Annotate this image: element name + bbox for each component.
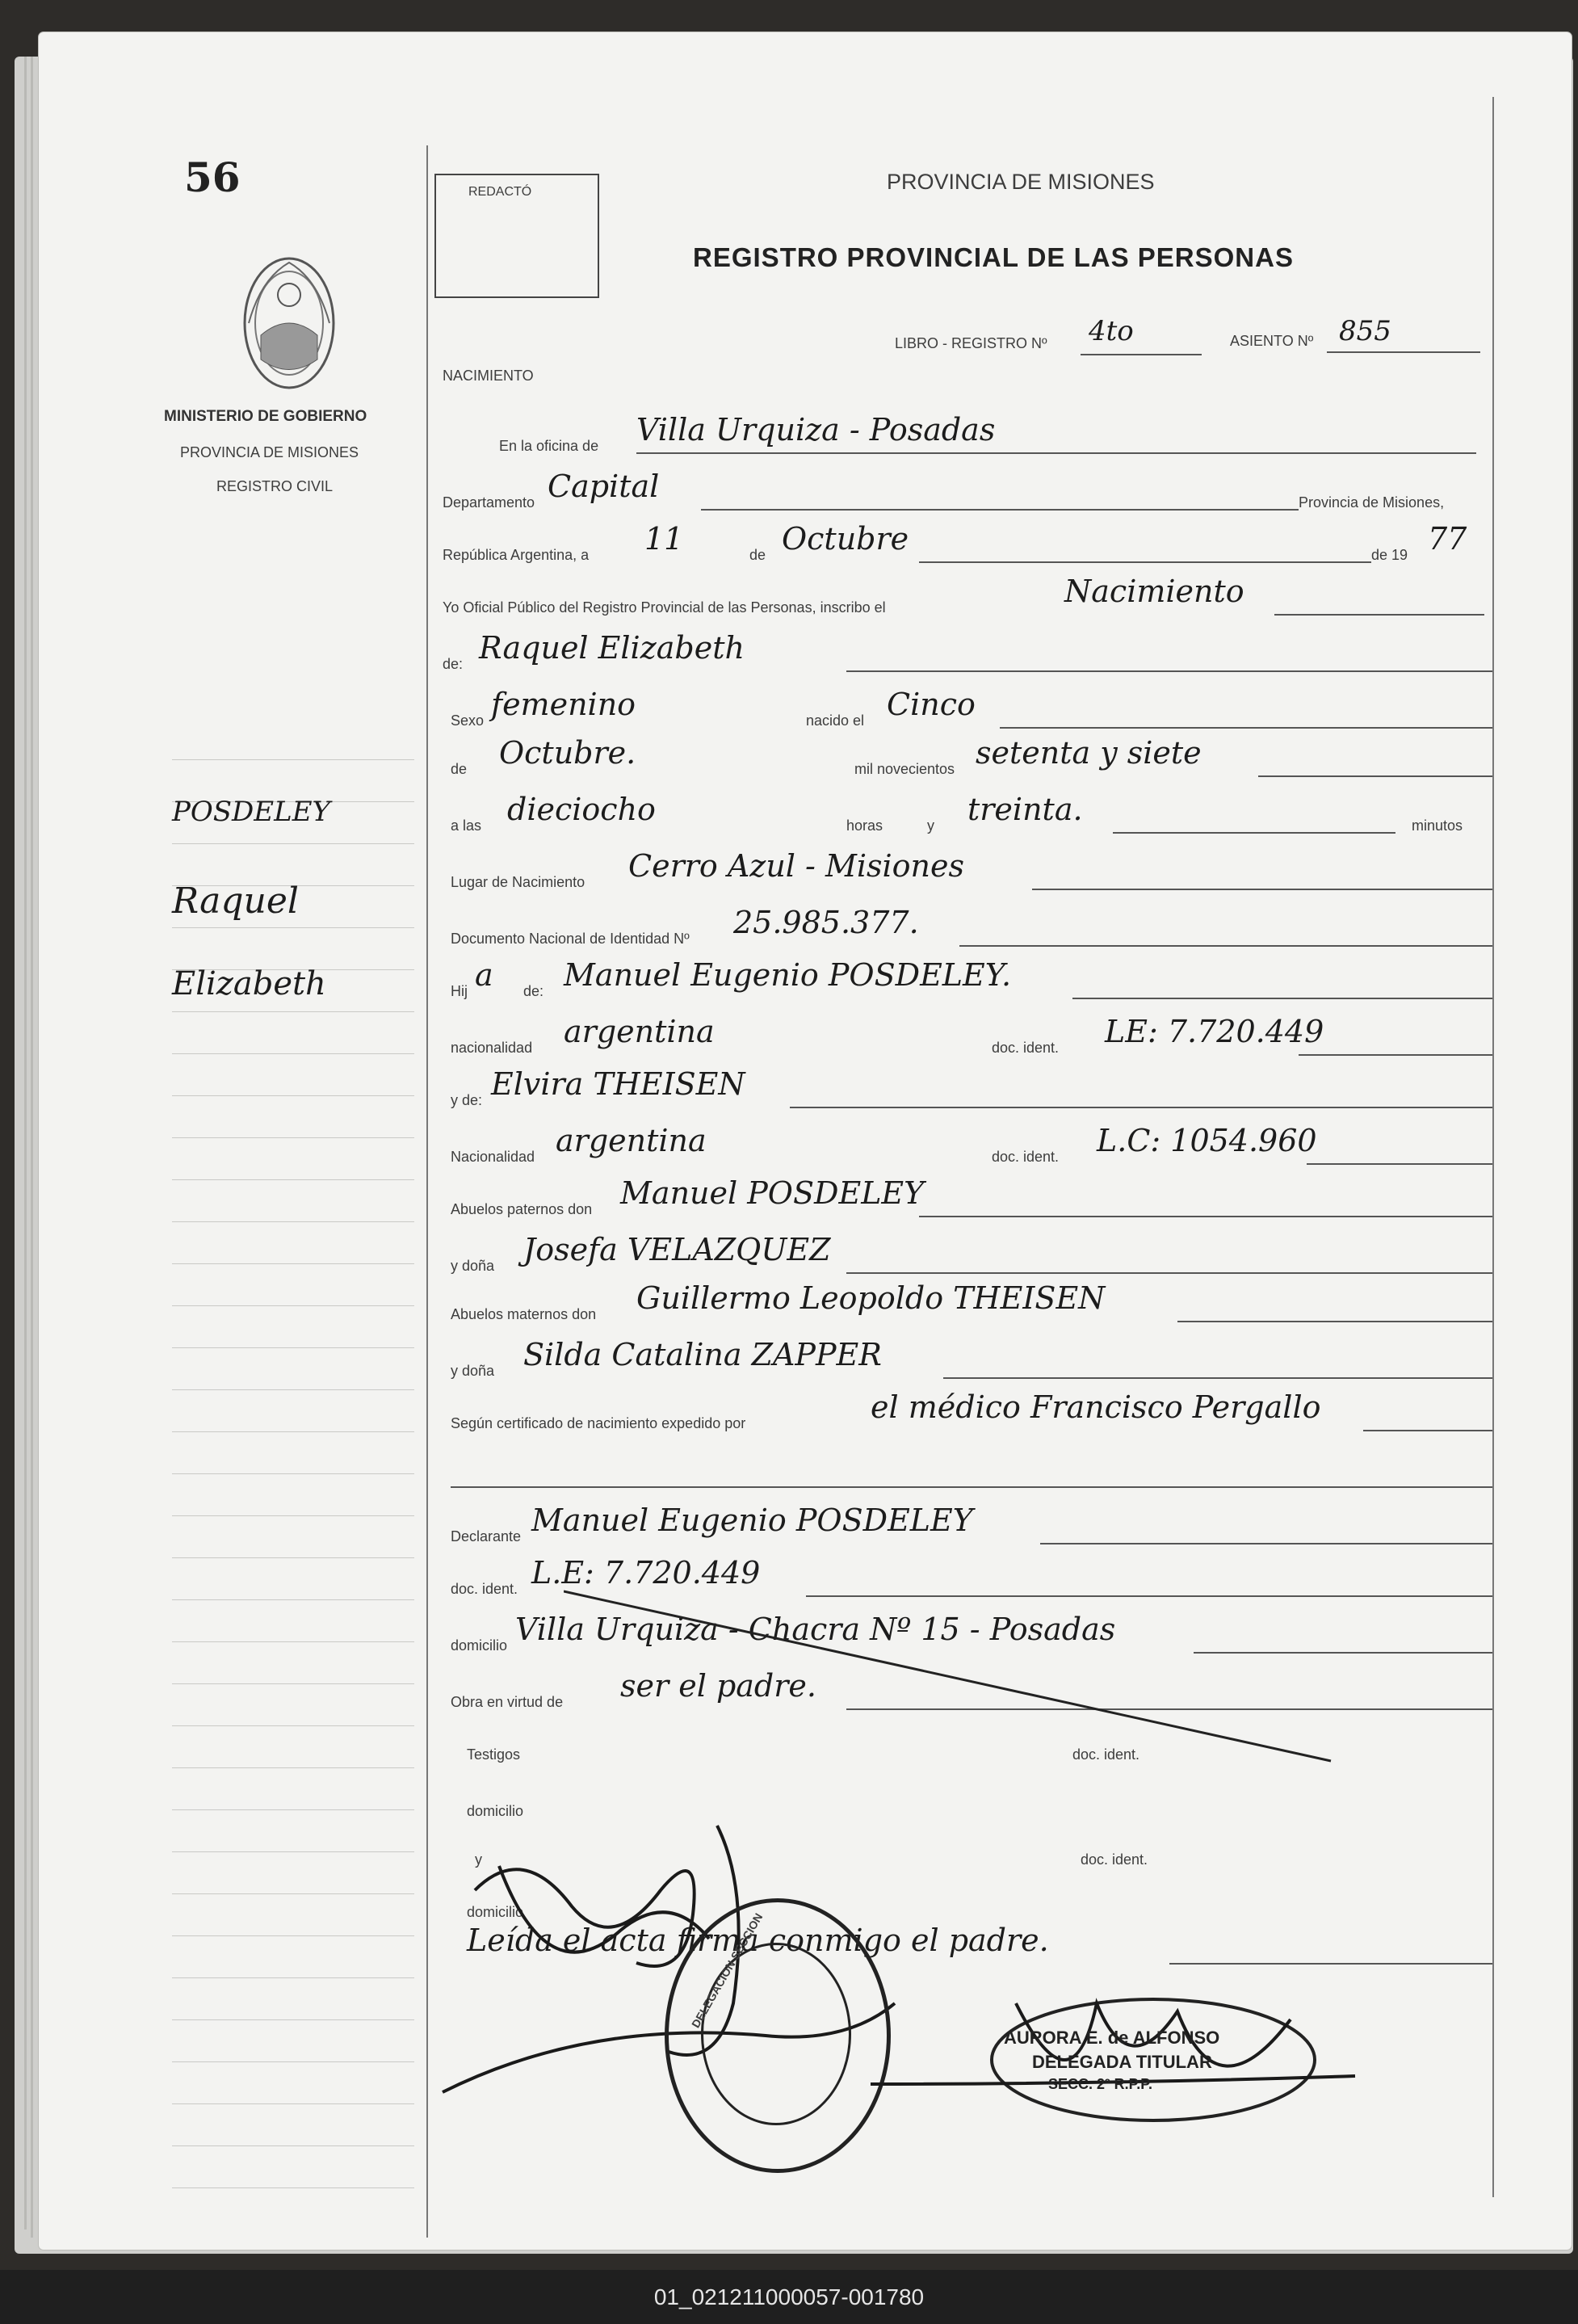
form-rule-line — [1274, 614, 1484, 616]
declarante-doc-value-field: L.E: 7.720.449 — [531, 1555, 761, 1591]
ydona1-label: y doña — [451, 1258, 495, 1274]
form-rule-line — [636, 452, 1476, 454]
yo-label: Yo Oficial Público del Registro Provincial de las Personas, inscribo el — [443, 599, 886, 616]
margin-surname: POSDELEY — [172, 796, 330, 828]
padre-nac-value-field: argentina — [564, 1014, 715, 1049]
abuelos-p-label: Abuelos paternos don — [451, 1201, 593, 1217]
mes-value-field: Octubre — [782, 521, 909, 557]
form-rule-line — [919, 561, 1371, 563]
padre-value-field: Manuel Eugenio POSDELEY. — [564, 957, 1012, 993]
horas-value-field: dieciocho — [507, 792, 656, 827]
sexo-label: Sexo — [451, 712, 485, 729]
registrar-name: AURORA E. de ALFONSO — [1004, 2028, 1220, 2048]
abuelos-m-label: Abuelos maternos don — [451, 1306, 597, 1322]
official-round-stamp — [665, 1898, 891, 2173]
form-rule-line — [1113, 832, 1395, 834]
form-rule-line — [846, 1272, 1492, 1274]
doc-ident4-label: doc. ident. — [1072, 1746, 1140, 1763]
ministry-line1: MINISTERIO DE GOBIERNO — [164, 408, 367, 425]
declarante-label: Declarante — [451, 1528, 522, 1544]
libro-value: 4to — [1089, 315, 1134, 347]
minutos-label: minutos — [1412, 817, 1463, 834]
doc-ident2-label: doc. ident. — [992, 1149, 1060, 1165]
doc-ident-label: doc. ident. — [992, 1040, 1060, 1056]
page-edge — [24, 57, 27, 2229]
stamp-inner-text: DELEGACION SECCION — [689, 1910, 766, 2030]
de1-label: de — [749, 547, 766, 563]
madre-nac-value-field: argentina — [556, 1123, 707, 1158]
coat-of-arms-icon — [237, 246, 342, 400]
redacto-box — [434, 174, 599, 298]
minutos-value-field: treinta. — [967, 792, 1083, 827]
abuela-m-value-field: Silda Catalina ZAPPER — [523, 1337, 882, 1372]
nac-label: nacionalidad — [451, 1040, 533, 1056]
libro-label: LIBRO - REGISTRO Nº — [895, 335, 1047, 351]
registrar-section: SECC. 2º R.P.P. — [1048, 2076, 1152, 2092]
padre-doc-value-field: LE: 7.720.449 — [1105, 1014, 1324, 1049]
domicilio-value-field: Villa Urquiza - Chacra Nº 15 - Posadas — [515, 1612, 1116, 1647]
abuela-p-value-field: Josefa VELAZQUEZ — [523, 1232, 831, 1267]
segun-value-field: el médico Francisco Pergallo — [871, 1389, 1321, 1425]
dni-label: Documento Nacional de Identidad Nº — [451, 931, 690, 947]
departamento-value-field: Capital — [548, 469, 660, 504]
redacto-label: REDACTÓ — [468, 185, 532, 199]
nac-mes-value-field: Octubre. — [499, 735, 636, 771]
form-rule-line — [919, 1216, 1492, 1217]
nacimiento-label: NACIMIENTO — [443, 368, 534, 384]
yde-label: y de: — [451, 1092, 483, 1108]
y2-label: y — [475, 1851, 482, 1868]
oficina-value-field: Villa Urquiza - Posadas — [636, 412, 996, 448]
obra-label: Obra en virtud de — [451, 1694, 564, 1710]
dni-value-field: 25.985.377. — [733, 905, 919, 940]
lugar-value-field: Cerro Azul - Misiones — [628, 848, 964, 884]
sexo-value-field: femenino — [491, 687, 636, 722]
novecientos-value-field: setenta y siete — [976, 735, 1202, 771]
form-rule-line — [1299, 1054, 1492, 1056]
image-id-caption: 01_021211000057-001780 — [653, 2284, 925, 2309]
form-rule-line — [701, 509, 1299, 511]
horas-label: horas — [846, 817, 883, 834]
margin-name1: Raquel — [172, 880, 299, 922]
form-rule-line — [1169, 1963, 1492, 1965]
obra-value-field: ser el padre. — [620, 1668, 816, 1704]
year-value-field: 77 — [1428, 521, 1467, 557]
madre-doc-value-field: L.C: 1054.960 — [1097, 1123, 1317, 1158]
form-rule-line — [959, 945, 1492, 947]
ministry-line3: REGISTRO CIVIL — [216, 478, 334, 494]
form-rule-line — [1258, 775, 1492, 777]
page-number: 56 — [184, 153, 241, 201]
form-rule-line — [451, 1486, 1492, 1488]
oficina-label: En la oficina de — [499, 438, 599, 454]
form-right-border — [1492, 97, 1494, 2197]
dia-value-field: 11 — [644, 521, 684, 557]
de2-label: de: — [443, 656, 464, 672]
form-rule-line — [1307, 1163, 1492, 1165]
abuelo-p-value-field: Manuel POSDELEY — [620, 1175, 925, 1211]
declarante-value-field: Manuel Eugenio POSDELEY — [531, 1502, 973, 1538]
domicilio-label: domicilio — [451, 1637, 508, 1654]
form-rule-line — [790, 1107, 1492, 1108]
registrar-title: DELEGADA TITULAR — [1032, 2052, 1212, 2072]
yo-value-field: Nacimiento — [1064, 574, 1244, 609]
page-edge — [31, 57, 33, 2238]
form-rule-line — [1040, 1543, 1492, 1544]
asiento-value: 855 — [1339, 315, 1391, 347]
segun-label: Según certificado de nacimiento expedido por — [451, 1415, 746, 1431]
hija-label: Hij — [451, 983, 468, 999]
y-label: y — [927, 817, 934, 834]
ydona2-label: y doña — [451, 1363, 495, 1379]
alas-label: a las — [451, 817, 482, 834]
form-rule-line — [1177, 1321, 1492, 1322]
strike-line — [564, 1583, 1339, 1769]
form-rule-line — [1363, 1430, 1492, 1431]
hija-suffix-field: a — [475, 957, 493, 993]
de4-label: de: — [523, 983, 544, 999]
departamento-label: Departamento — [443, 494, 535, 511]
form-rule-line — [1000, 727, 1492, 729]
form-rule-line — [846, 670, 1492, 672]
nac2-label: Nacionalidad — [451, 1149, 535, 1165]
de-year-label: de 19 — [1371, 547, 1408, 563]
ministry-line2: PROVINCIA DE MISIONES — [180, 444, 359, 460]
lugar-label: Lugar de Nacimiento — [451, 874, 585, 890]
testigos-label: Testigos — [467, 1746, 521, 1763]
leida-value-field: Leída el acta firma conmigo el padre. — [467, 1923, 1049, 1958]
domicilio3-label: domicilio — [467, 1904, 524, 1920]
form-rule-line — [1032, 889, 1492, 890]
republica-label: República Argentina, a — [443, 547, 590, 563]
doc-ident5-label: doc. ident. — [1081, 1851, 1148, 1868]
novecientos-label: mil novecientos — [854, 761, 955, 777]
doc-ident3-label: doc. ident. — [451, 1581, 518, 1597]
provincia-label: Provincia de Misiones, — [1299, 494, 1445, 511]
form-rule-line — [1072, 998, 1492, 999]
abuelo-m-value-field: Guillermo Leopoldo THEISEN — [636, 1280, 1106, 1316]
de3-label: de — [451, 761, 468, 777]
document-page — [39, 32, 1572, 2250]
asiento-label: ASIENTO Nº — [1230, 333, 1314, 349]
registry-title: REGISTRO PROVINCIAL DE LAS PERSONAS — [693, 242, 1294, 272]
margin-name2: Elizabeth — [172, 965, 326, 1002]
province-heading: PROVINCIA DE MISIONES — [887, 170, 1155, 194]
domicilio2-label: domicilio — [467, 1803, 524, 1819]
form-rule-line — [943, 1377, 1492, 1379]
nacido-value-field: Cinco — [887, 687, 976, 722]
madre-value-field: Elvira THEISEN — [491, 1066, 745, 1102]
nombre-value-field: Raquel Elizabeth — [479, 630, 745, 666]
nacido-label: nacido el — [806, 712, 865, 729]
